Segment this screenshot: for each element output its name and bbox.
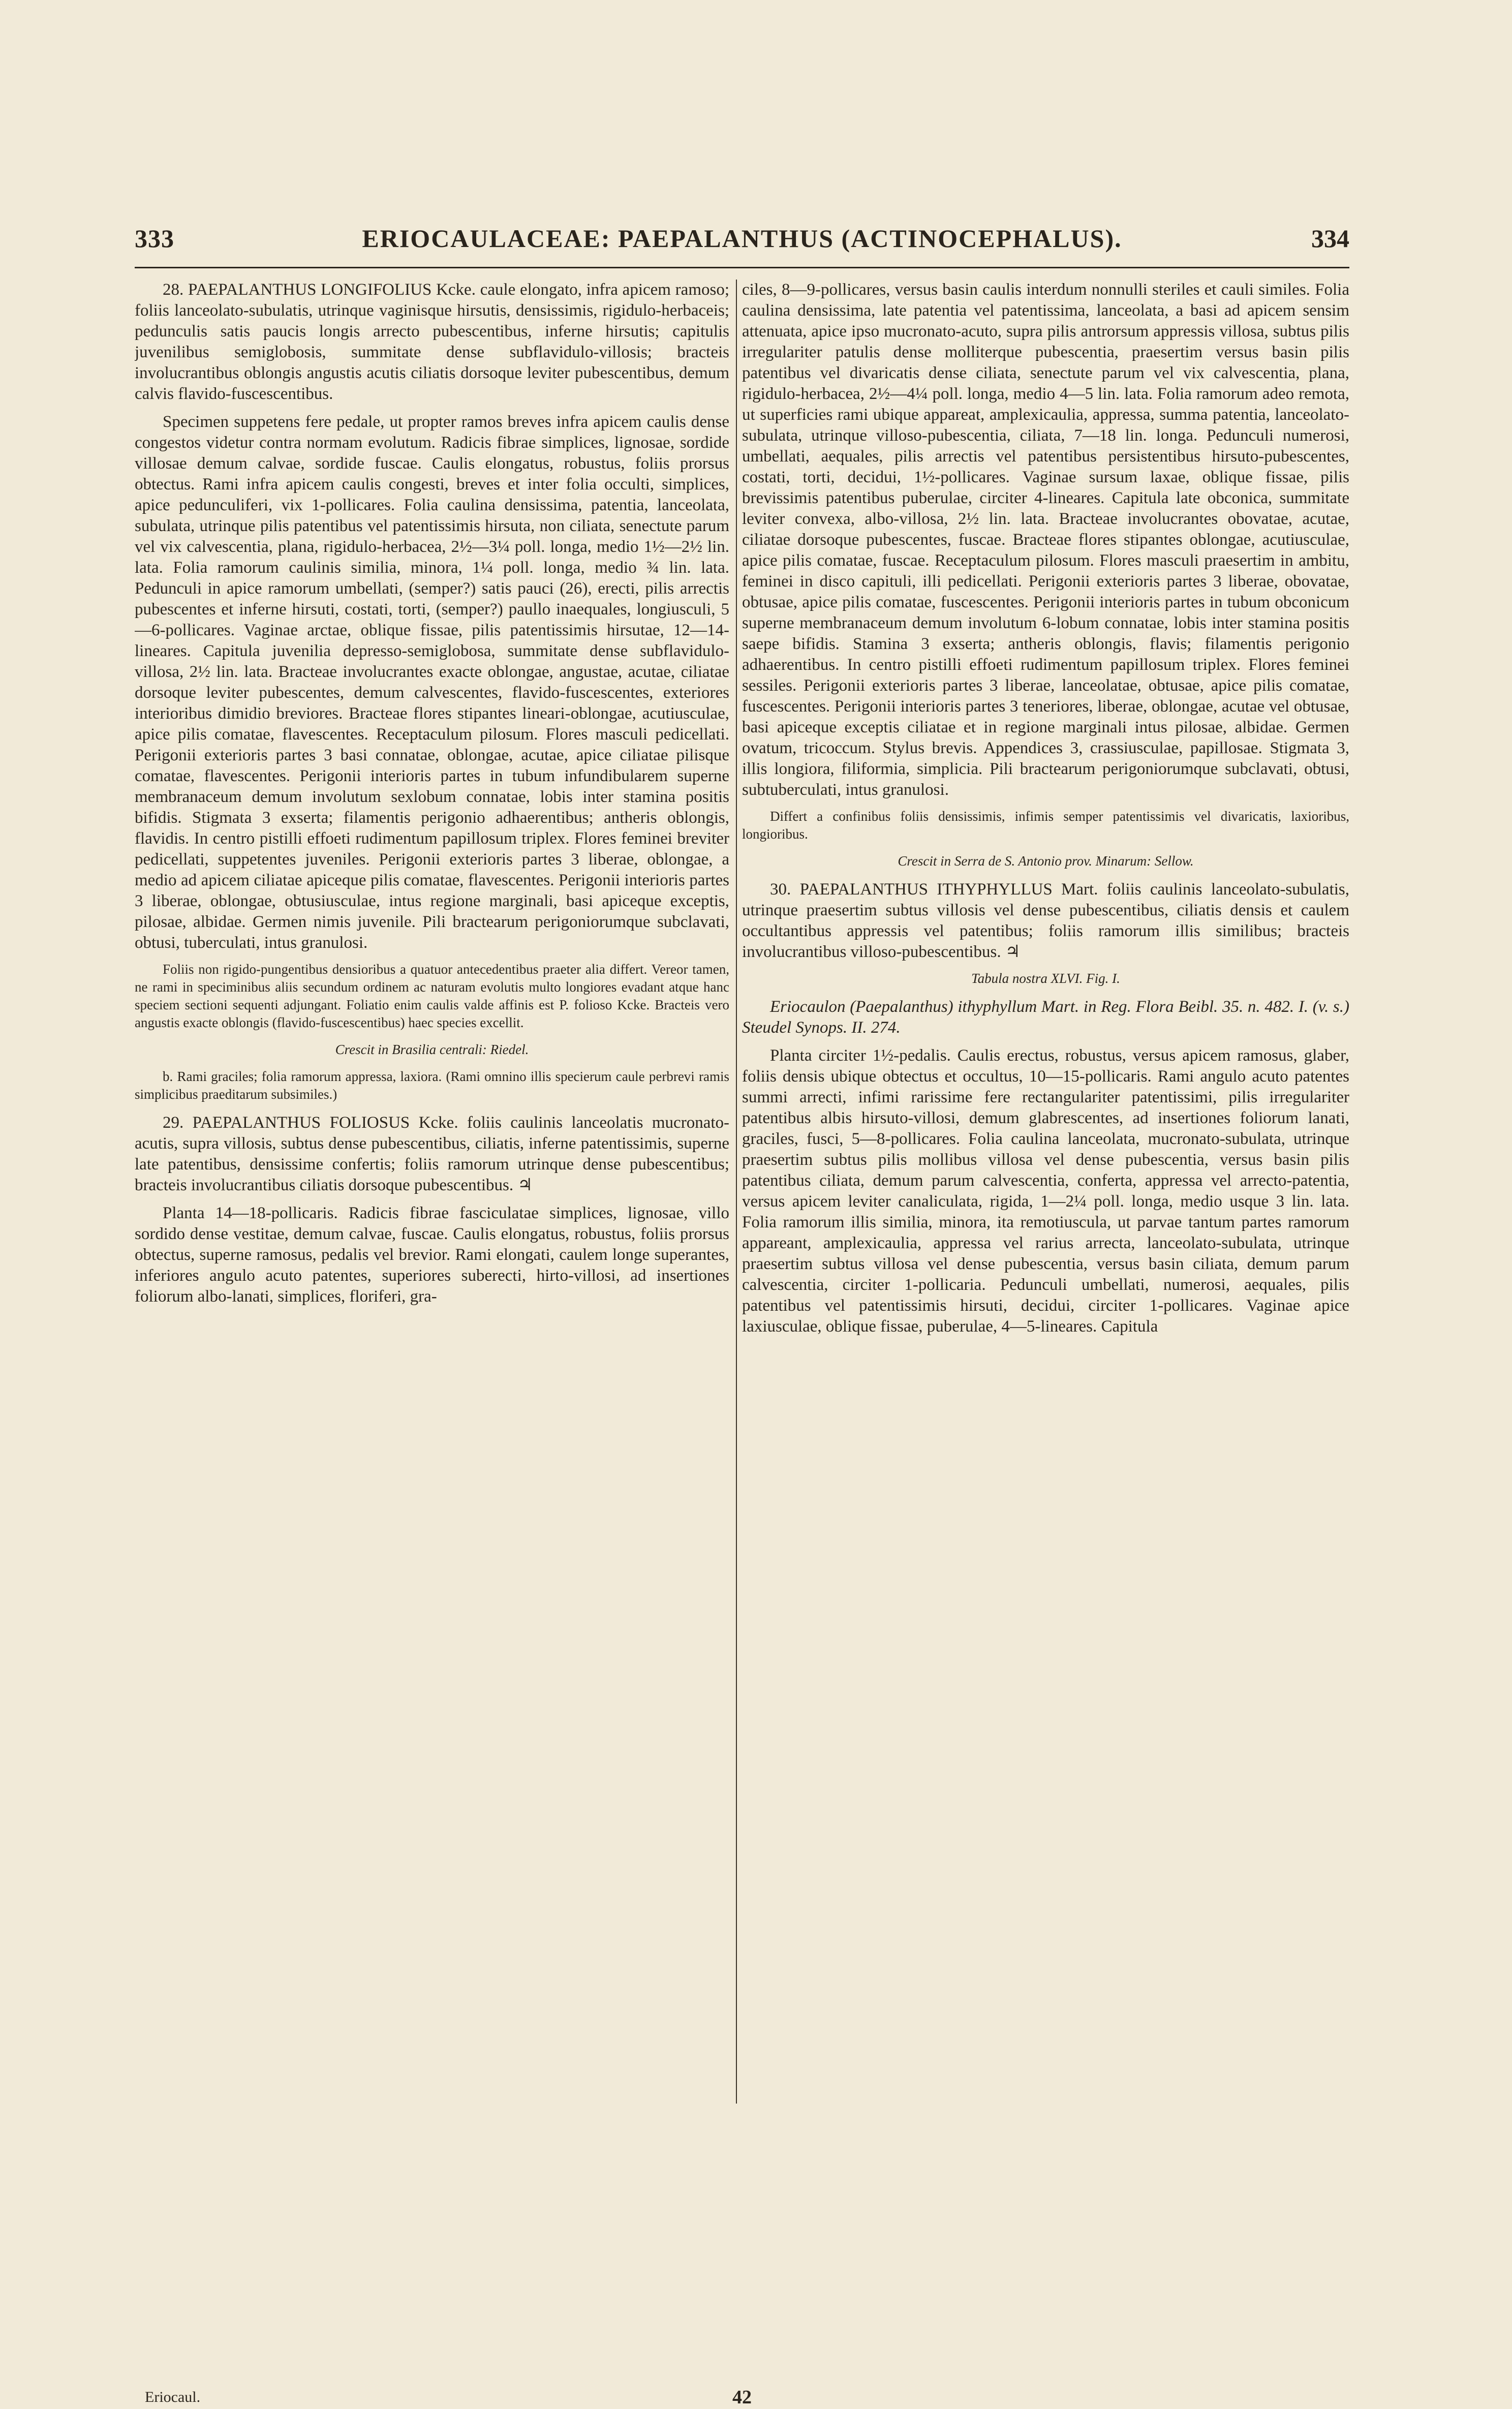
species-29-locality: Crescit in Serra de S. Antonio prov. Minarum: Sellow.: [898, 853, 1194, 869]
header-rule: [135, 267, 1349, 268]
species-28-locality: Crescit in Brasilia centrali: Riedel.: [335, 1042, 529, 1057]
sheet-number: 42: [732, 2387, 752, 2408]
species-29-heading: 29. PAEPALANTHUS FOLIOSUS Kcke.: [163, 1114, 458, 1132]
species-30-diagnosis: [742, 879, 1349, 963]
running-title: ERIOCAULACEAE: PAEPALANTHUS (ACTINOCEPHALUS).: [362, 224, 1122, 253]
page-footer: [135, 2389, 1349, 2409]
species-29-note: Differt a confinibus foliis densissimis, infimis semper patentissimis vel divaricatis, laxioribus, longioribus.: [742, 809, 1349, 842]
page-number-right: 334: [1311, 224, 1349, 253]
species-30-description: Planta circiter 1½-pedalis. Caulis erectus, robustus, versus apicem ramosus, glaber, foliis densis ubique obtectus et occultus, 10—15-pollicaris. Rami angulo acuto patentes summi arrecti, infimi rarissime fere rectangulariter patentissimi, pilis irregulariter patentibus albis hirsuto-villosi, demum glabrescentes, ad insertiones foliorum lanati, graciles, fusci, 5—8-pollicares. Folia caulina lanceolata, mucronato-subulata, utrinque praesertim subtus pilis mollibus villosa vel dense pubescentia, versus basin pilis patentibus ciliata, demum parum calvescentia, conferta, appressa vel arrecto-patentia, versus apicem leviter canaliculata, rigida, 1—2¼ poll. longa, medio usque 3 lin. lata. Folia ramorum illis similia, minora, ita remotiuscula, ut parvae tantum partes ramorum appareant, amplexicaulia, appressa vel rarius arrecta, lanceolato-subulata, utrinque praesertim subtus villosa vel dense pubescentia, versus basin ciliata, demum parum calvescentia, circiter 1-pollicaria. Pedunculi umbellati, numerosi, aequales, pilis patentibus vel patentissimis hirsuti, decidui, circiter 1-pollicares. Vaginae apice laxiusculae, oblique fissae, puberulae, 4—5-lineares. Capitula: [742, 1046, 1349, 1336]
species-30-diagnosis-text: foliis caulinis lanceolato-subulatis, utrinque praesertim subtus villosis vel dense pubescentibus, ciliatis densis et caulem occultantibus appressis vel patentibus; foliis ramorum illis similibus; bracteis involucrantibus villoso-pubescentibus. ♃: [742, 880, 1349, 961]
species-30-synonymy: Eriocaulon (Paepalanthus) ithyphyllum Mart. in Reg. Flora Beibl. 35. n. 482. I. (v. s.) Steudel Synops. II. 274.: [742, 998, 1349, 1037]
species-29-diagnosis-text: foliis caulinis lanceolatis mucronato-acutis, supra villosis, subtus dense pubescentibus, ciliatis, inferne patentissimis, superne late patentibus, densissime confertis; foliis ramorum utrinque dense pubescentibus; bracteis involucrantibus ciliatis dorsoque pubescentibus. ♃: [135, 1114, 729, 1194]
species-28-diagnosis-text: caule elongato, infra apicem ramoso; foliis lanceolato-subulatis, utrinque vaginisque hirsutis, densissimis, rigidulo-herbaceis; pedunculis satis paucis longis arrecto pubescentibus, inferne hirsutis; capitulis juvenilibus semiglobosis, summitate dense subflavidulo-villosis; bracteis involucrantibus oblongis angustis acutis ciliatis dorsoque leviter pubescentibus, demum calvis flavido-fuscescentibus.: [135, 281, 729, 403]
species-28-variety-b: b. Rami graciles; folia ramorum appressa, laxiora. (Rami omnino illis specierum caule perbrevi ramis simplicibus praeditarum subsimiles.): [135, 1069, 729, 1102]
page-number-left: 333: [135, 224, 174, 253]
species-28-heading: 28. PAEPALANTHUS LONGIFOLIUS Kcke.: [163, 281, 476, 299]
species-30-plate-reference: Tabula nostra XLVI. Fig. I.: [971, 971, 1120, 986]
signature-mark: Eriocaul.: [145, 2389, 201, 2405]
species-30-heading: 30. PAEPALANTHUS ITHYPHYLLUS Mart.: [770, 880, 1098, 899]
running-header: [135, 224, 1349, 264]
species-29-diagnosis: [135, 1113, 729, 1196]
right-column: [742, 280, 1349, 2104]
column-divider: [736, 280, 737, 2104]
species-28-diagnosis: [135, 280, 729, 405]
species-28-note: Foliis non rigido-pungentibus densioribus a quatuor antecedentibus praeter alia differt. Vereor tamen, ne rami in speciminibus aliis secundum ordinem ac naturam evolutis multo longiores evadant atque hanc speciem sectioni sequenti adjungant. Foliatio enim caulis valde affinis est P. folioso Kcke. Bracteis vero angustis exacte oblongis (flavido-fuscescentibus) haec species excellit.: [135, 962, 729, 1030]
species-29-description-continued: ciles, 8—9-pollicares, versus basin caulis interdum nonnulli steriles et cauli similes. Folia caulina densissima, late patentia vel patentissima, lanceolata, a basi ad apicem sensim attenuata, apice ipso mucronato-acuto, supra pilis antrorsum appressis villosa, subtus pilis irregulariter patulis dense molliterque pubescentia, praesertim versus basin pilis patentibus vel divaricatis dense ciliata, senectute parum vel vix calvescentia, plana, rigidulo-herbacea, 2½—4¼ poll. longa, medio 4—5 lin. lata. Folia ramorum adeo remota, ut superficies rami ubique appareat, amplexicaulia, appressa, summa patentia, lanceolato-subulata, utrinque villoso-pubescentia, ciliata, 7—18 lin. longa. Pedunculi numerosi, umbellati, aequales, pilis arrectis vel patentibus persistentibus hirsuto-pubescentes, costati, torti, decidui, 1½-pollicares. Vaginae sursum laxae, oblique fissae, pilis brevissimis patentibus puberulae, circiter 4-lineares. Capitula late obconica, summitate leviter convexa, albo-villosa, 2½ lin. lata. Bracteae involucrantes obovatae, acutae, ciliatae dorsoque pubescentes, fuscae. Bracteae flores stipantes oblongae, acutiusculae, apice pilis comatae, fuscae. Receptaculum pilosum. Flores masculi praesertim in ambitu, feminei in disco capituli, illi pedicellati. Perigonii exterioris partes 3 liberae, obovatae, obtusae, apice pilis comatae, fuscescentes. Perigonii interioris partes in tubum obconicum superne membranaceum demum involutum 6-lobum connatae, lobis inter stamina positis saepe bifidis. Stamina 3 exserta; antheris oblongis, flavis; filamentis perigonio adhaerentibus. In centro pistilli effoeti rudimentum papillosum triplex. Flores feminei sessiles. Perigonii exterioris partes 3 liberae, lanceolatae, obtusae, apice pilis comatae, fuscescentes. Perigonii interioris partes 3 teneriores, liberae, oblongae, acutae vel obtusae, basi apiceque exceptis ciliatae et in regione marginali intus pilosae, albidae. Germen ovatum, tricoccum. Stylus brevis. Appendices 3, crassiusculae, papillosae. Stigmata 3, illis longiora, filiformia, simplicia. Pili bractearum perigoniorumque subclavati, obtusi, subtuberculati, intus granulosi.: [742, 281, 1349, 799]
species-29-description: Planta 14—18-pollicaris. Radicis fibrae fasciculatae simplices, lignosae, villo sordido dense vestitae, demum calvae, fuscae. Caulis elongatus, robustus, foliis prorsus obtectus, superne ramosus, pedalis vel brevior. Rami elongati, caulem longe superantes, inferiores angulo acuto patentes, superiores suberecti, hirto-villosi, ad insertiones foliorum albo-lanati, simplices, floriferi, gra-: [135, 1204, 729, 1306]
species-28-description: Specimen suppetens fere pedale, ut propter ramos breves infra apicem caulis dense congestos videtur contra normam evolutum. Radicis fibrae simplices, lignosae, sordide villosae demum calvae, sordide fuscae. Caulis elongatus, robustus, foliis prorsus obtectus. Rami infra apicem caulis congesti, breves et inter folia occulti, simplices, apice pedunculiferi, vix 1-pollicares. Folia caulina densissima, patentia, lanceolata, subulata, utrinque pilis patentibus vel patentissimis hirsuta, non ciliata, senectute parum vel vix calvescentia, plana, rigidulo-herbacea, 2½—3¼ poll. longa, medio 1½—2½ lin. lata. Folia ramorum caulinis similia, minora, 1¼ poll. longa, medio ¾ lin. lata. Pedunculi in apice ramorum umbellati, (semper?) satis pauci (26), erecti, pilis arrectis pubescentes et inferne hirsuti, costati, torti, (semper?) paullo inaequales, longiusculi, 5—6-pollicares. Vaginae arctae, oblique fissae, pilis patentissimis hirsutae, 12—14-lineares. Capitula juvenilia depresso-semiglobosa, summitate dense subflavidulo-villosa, 2½ lin. lata. Bracteae involucrantes exacte oblongae, angustae, acutae, ciliatae dorsoque leviter pubescentes, demum calvescentes, flavido-fuscescentes, exteriores interioribus dimidio breviores. Bracteae flores stipantes lineari-oblongae, acutiusculae, apice pilis comatae, flavescentes. Receptaculum pilosum. Flores masculi pedicellati. Perigonii exterioris partes 3 basi connatae, oblongae, acutae, apice ciliatae pilisque comatae, flavescentes. Perigonii interioris partes in tubum infundibularem superne membranaceum demum involutum sexlobum connatae, lobis inter stamina positis bifidis. Stigmata 3 exserta; filamentis perigonio adhaerentibus; antheris oblongis, flavidis. In centro pistilli effoeti rudimentum papillosum triplex. Flores feminei breviter pedicellati, suppetentes juveniles. Perigonii exterioris partes 3 liberae, oblongae, a medio ad apicem ciliatae apiceque pilis comatae, flavescentes. Perigonii interioris partes 3 liberae, oblongae, obtusiusculae, intus regione marginali, basi apiceque exceptis, pilosae, albidae. Germen nimis juvenile. Pili bractearum perigoniorumque subclavati, obtusi, tuberculati, intus granulosi.: [135, 413, 729, 952]
left-column: [135, 280, 729, 2104]
